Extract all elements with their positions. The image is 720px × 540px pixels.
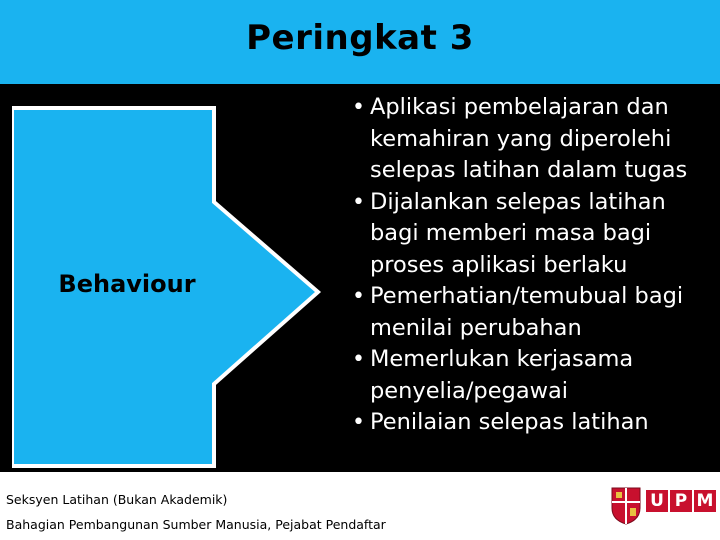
bullet-icon: • — [352, 284, 365, 309]
footer-division: Bahagian Pembangunan Sumber Manusia, Pejabat Pendaftar — [6, 517, 386, 532]
bullet-text: Memerlukan kerjasama penyelia/pegawai — [370, 346, 634, 404]
slide-title: Peringkat 3 — [246, 18, 474, 58]
bullet-icon: • — [352, 347, 365, 372]
bullet-icon: • — [352, 189, 365, 215]
bullet-text: Pemerhatian/temubual bagi menilai perubahan — [370, 283, 684, 341]
arrow-label: Behaviour — [58, 270, 196, 298]
list-item — [324, 407, 716, 439]
bullet-icon: • — [352, 410, 365, 435]
title-bar — [0, 0, 720, 84]
upm-logo — [610, 486, 714, 526]
bullet-text: Aplikasi pembelajaran dan kemahiran yang diperolehi selepas latihan dalam tugas — [370, 94, 688, 183]
list-item — [324, 187, 716, 282]
bullet-icon: • — [352, 95, 365, 120]
list-item — [324, 344, 716, 407]
bullet-text: Dijalankan selepas latihan bagi memberi masa bagi proses aplikasi berlaku — [370, 188, 666, 278]
logo-letter: P — [670, 490, 692, 512]
bullet-list — [324, 92, 716, 439]
logo-letter: M — [694, 490, 716, 512]
behaviour-arrow — [12, 104, 342, 470]
footer — [0, 472, 720, 540]
upm-letters — [646, 490, 716, 512]
list-item — [324, 281, 716, 344]
list-item — [324, 92, 716, 187]
shield-icon — [610, 486, 642, 526]
bullet-text: Penilaian selepas latihan — [370, 409, 649, 435]
footer-department: Seksyen Latihan (Bukan Akademik) — [6, 492, 228, 507]
logo-letter: U — [646, 490, 668, 512]
